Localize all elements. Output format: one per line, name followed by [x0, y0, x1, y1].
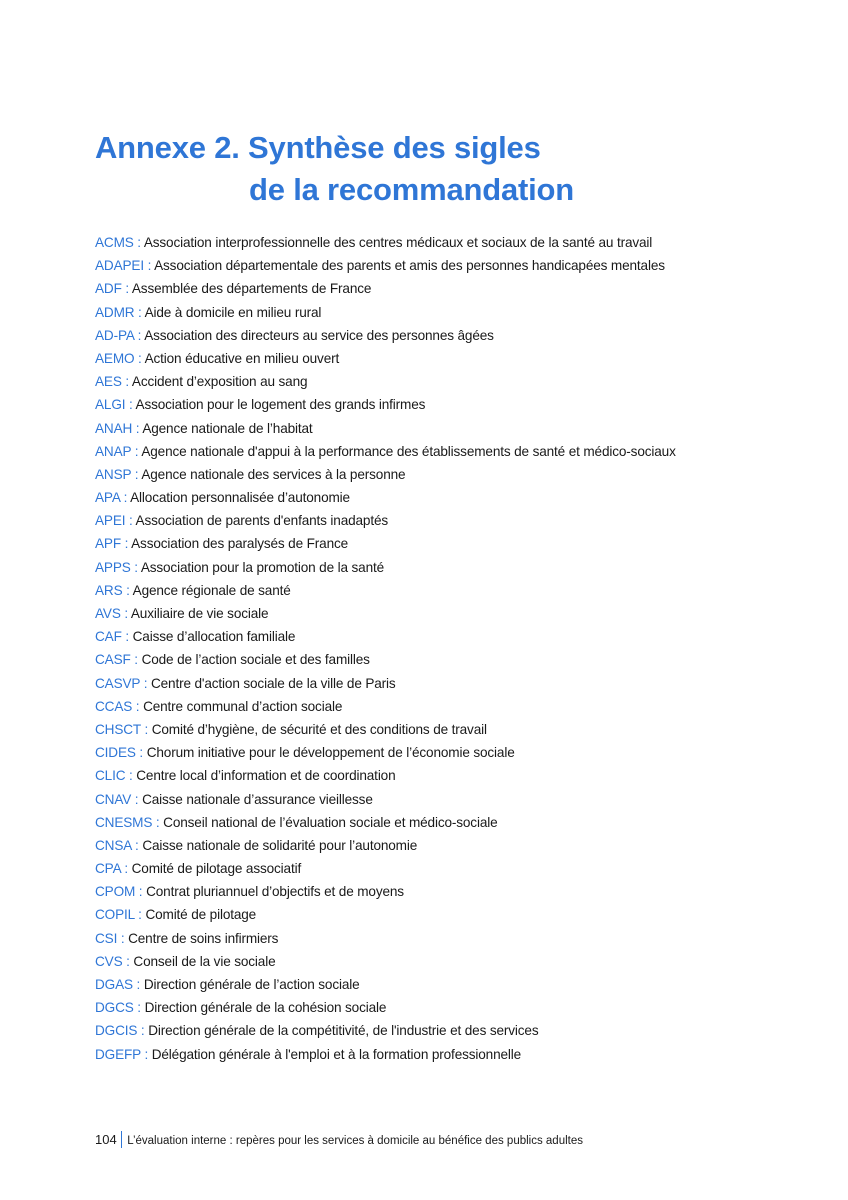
sigle-entry: [95, 695, 815, 718]
sigle-entry: [95, 996, 815, 1019]
sigle-abbreviation: ALGI :: [95, 397, 133, 413]
sigle-entry: [95, 857, 815, 880]
sigle-definition: Aide à domicile en milieu rural: [144, 304, 322, 320]
sigle-entry: [95, 532, 815, 555]
sigle-abbreviation: ADF :: [95, 281, 129, 297]
sigle-abbreviation: CPA :: [95, 861, 128, 877]
sigle-abbreviation: APF :: [95, 536, 129, 552]
sigle-definition: Comité de pilotage associatif: [131, 861, 302, 877]
sigle-definition: Contrat pluriannuel d’objectifs et de moyens: [146, 884, 404, 900]
page-title-line-1: Annexe 2. Synthèse des sigles: [95, 130, 541, 165]
sigle-abbreviation: CHSCT :: [95, 721, 149, 737]
sigle-entry: [95, 417, 815, 440]
sigle-abbreviation: CVS :: [95, 953, 130, 969]
sigle-entry: [95, 764, 815, 787]
page-footer: [95, 1131, 583, 1150]
sigle-definition: Association des paralysés de France: [131, 536, 349, 552]
sigle-definition: Code de l’action sociale et des familles: [141, 652, 370, 668]
sigle-abbreviation: CNAV :: [95, 791, 139, 807]
sigle-definition: Association de parents d'enfants inadaptés: [135, 513, 389, 529]
sigle-definition: Direction générale de l’action sociale: [143, 977, 360, 992]
sigle-definition: Centre local d’information et de coordination: [136, 768, 396, 784]
sigle-definition: Délégation générale à l'emploi et à la formation professionnelle: [151, 1046, 522, 1062]
sigle-definition: Comité d’hygiène, de sécurité et des conditions de travail: [151, 721, 487, 737]
sigle-definition: Association des directeurs au service des personnes âgées: [144, 327, 494, 343]
sigle-definition: Association pour le logement des grands infirmes: [135, 397, 426, 413]
sigle-abbreviation: ADMR :: [95, 304, 142, 320]
sigle-entry: [95, 393, 815, 416]
sigle-definition: Association départementale des parents et amis des personnes handicapées mentales: [154, 258, 665, 274]
sigle-definition: Accident d’exposition au sang: [131, 374, 308, 390]
sigle-entry: [95, 625, 815, 648]
sigle-definition: Allocation personnalisée d’autonomie: [130, 490, 350, 506]
sigle-definition: Agence nationale de l’habitat: [142, 420, 313, 436]
sigle-entry: [95, 301, 815, 324]
sigle-abbreviation: CASVP :: [95, 675, 148, 691]
sigle-abbreviation: CPOM :: [95, 884, 143, 900]
sigle-abbreviation: ADAPEI :: [95, 258, 152, 274]
sigle-abbreviation: CNSA :: [95, 837, 139, 853]
sigle-abbreviation: DGAS :: [95, 977, 141, 992]
sigle-entry: [95, 277, 815, 300]
sigle-definition: Centre d'action sociale de la ville de Paris: [150, 675, 396, 691]
sigle-entry: [95, 834, 815, 857]
sigle-abbreviation: CLIC :: [95, 768, 133, 784]
sigle-abbreviation: CCAS :: [95, 698, 140, 714]
sigle-entry: [95, 927, 815, 950]
sigle-definition: Assemblée des départements de France: [131, 281, 372, 297]
sigle-definition: Caisse nationale de solidarité pour l’autonomie: [142, 837, 418, 853]
sigle-definition: Auxiliaire de vie sociale: [130, 606, 269, 621]
sigle-entry: [95, 973, 815, 996]
sigle-entry: [95, 324, 815, 347]
sigle-abbreviation: CNESMS :: [95, 814, 160, 830]
sigle-abbreviation: COPIL :: [95, 907, 142, 923]
sigle-entry: [95, 463, 815, 486]
sigle-abbreviation: DGEFP :: [95, 1046, 149, 1062]
sigle-entry: [95, 811, 815, 834]
sigle-definition: Caisse d’allocation familiale: [132, 629, 296, 645]
sigle-definition: Comité de pilotage: [145, 907, 257, 923]
sigle-abbreviation: ANAH :: [95, 420, 140, 436]
sigle-definition: Caisse nationale d’assurance vieillesse: [142, 791, 373, 807]
sigle-entry: [95, 1019, 815, 1042]
sigle-abbreviation: APEI :: [95, 513, 133, 529]
sigle-abbreviation: DGCIS :: [95, 1023, 145, 1039]
sigle-definition: Agence nationale des services à la personne: [141, 466, 406, 482]
page-title-line-2: de la recommandation: [249, 172, 575, 207]
page-number: 104: [95, 1132, 117, 1147]
footer-text: L’évaluation interne : repères pour les services à domicile au bénéfice des publics adultes: [127, 1135, 583, 1147]
sigle-definition: Centre communal d’action sociale: [143, 698, 343, 714]
sigle-definition: Conseil de la vie sociale: [133, 953, 276, 969]
sigle-abbreviation: AEMO :: [95, 350, 142, 366]
sigle-abbreviation: DGCS :: [95, 1000, 141, 1016]
sigle-abbreviation: AVS :: [95, 606, 128, 621]
sigle-entry: [95, 903, 815, 926]
sigle-abbreviation: APPS :: [95, 559, 138, 575]
sigle-entry: [95, 602, 815, 625]
sigle-entry: [95, 672, 815, 695]
sigle-definition: Action éducative en milieu ouvert: [144, 350, 340, 366]
sigle-entry: [95, 254, 815, 277]
sigle-definition: Association pour la promotion de la santé: [140, 559, 385, 575]
sigle-abbreviation: ACMS :: [95, 235, 141, 250]
sigle-entry: [95, 347, 815, 370]
sigle-definition: Chorum initiative pour le développement de l’économie sociale: [146, 745, 515, 761]
sigle-abbreviation: AES :: [95, 374, 130, 390]
sigle-abbreviation: ANSP :: [95, 466, 139, 482]
sigle-abbreviation: CAF :: [95, 629, 129, 645]
sigles-list: [95, 231, 815, 1066]
sigle-entry: [95, 1043, 815, 1066]
sigle-abbreviation: CIDES :: [95, 745, 144, 761]
sigle-abbreviation: ANAP :: [95, 443, 139, 459]
sigle-abbreviation: CASF :: [95, 652, 138, 668]
sigle-abbreviation: ARS :: [95, 582, 130, 598]
sigle-entry: [95, 718, 815, 741]
sigle-definition: Direction générale de la cohésion sociale: [144, 1000, 387, 1016]
sigle-entry: [95, 370, 815, 393]
sigle-abbreviation: APA :: [95, 490, 128, 506]
sigle-definition: Association interprofessionnelle des centres médicaux et sociaux de la santé au travail: [143, 235, 653, 250]
sigle-definition: Centre de soins infirmiers: [128, 930, 279, 946]
sigle-entry: [95, 880, 815, 903]
sigle-entry: [95, 231, 815, 254]
sigle-abbreviation: AD-PA :: [95, 327, 142, 343]
sigle-definition: Agence régionale de santé: [132, 582, 291, 598]
sigle-abbreviation: CSI :: [95, 930, 125, 946]
sigle-entry: [95, 440, 815, 463]
sigle-entry: [95, 741, 815, 764]
sigle-entry: [95, 579, 815, 602]
sigle-entry: [95, 486, 815, 509]
sigle-entry: [95, 648, 815, 671]
footer-separator: [121, 1131, 123, 1148]
sigle-entry: [95, 556, 815, 579]
sigle-entry: [95, 788, 815, 811]
sigle-definition: Agence nationale d'appui à la performance des établissements de santé et médico-sociaux: [141, 443, 676, 459]
sigle-entry: [95, 950, 815, 973]
sigle-entry: [95, 509, 815, 532]
page-title: [95, 127, 574, 211]
sigle-definition: Direction générale de la compétitivité, de l'industrie et des services: [148, 1023, 539, 1039]
sigle-definition: Conseil national de l’évaluation sociale et médico-sociale: [163, 814, 498, 830]
